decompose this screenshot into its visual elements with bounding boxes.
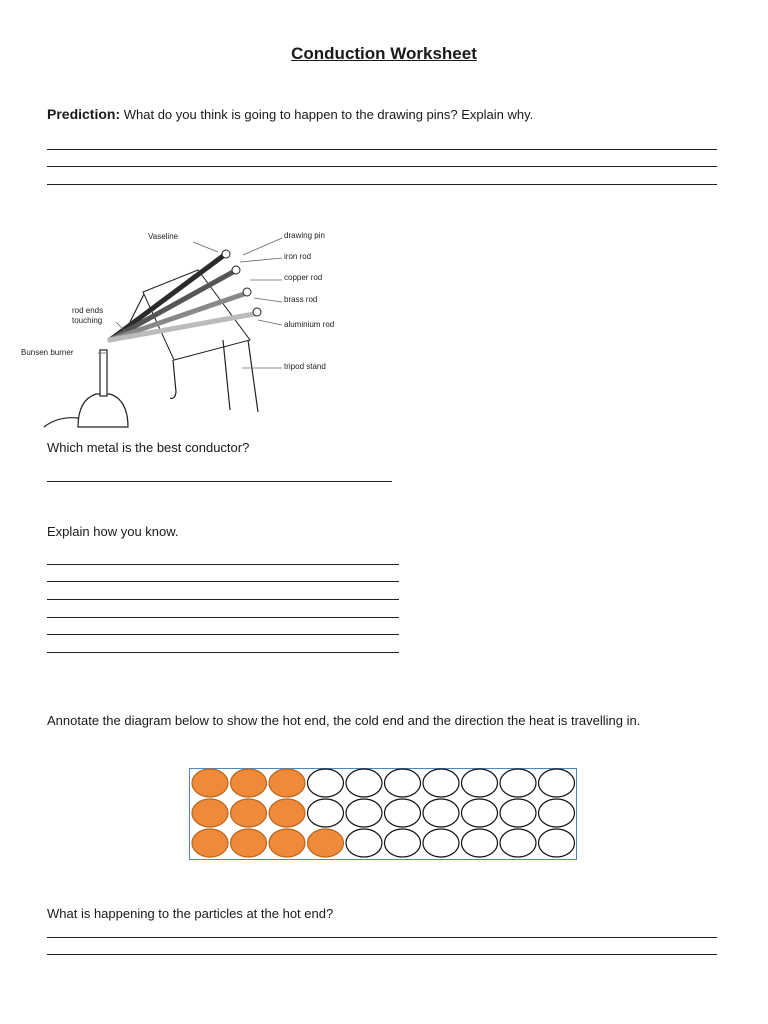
drawing-pin <box>232 266 240 274</box>
conduction-apparatus-diagram <box>18 222 368 432</box>
cold-particle <box>308 799 344 827</box>
drawing-pin <box>222 250 230 258</box>
prediction-text: What do you think is going to happen to the drawing pins? Explain why. <box>123 107 534 122</box>
page-title: Conduction Worksheet <box>291 44 477 63</box>
cold-particle <box>500 829 536 857</box>
answer-line[interactable] <box>47 481 392 482</box>
cold-particle <box>423 829 459 857</box>
prediction-label: Prediction: <box>47 106 121 122</box>
label-bunsen-burner: Bunsen burner <box>21 348 74 357</box>
hot-particle <box>231 769 267 797</box>
label-tripod-stand: tripod stand <box>284 362 326 371</box>
cold-particle <box>462 829 498 857</box>
cold-particle <box>423 799 459 827</box>
cold-particle <box>346 799 382 827</box>
answer-line[interactable] <box>47 581 399 582</box>
cold-particle <box>539 829 575 857</box>
answer-line[interactable] <box>47 149 717 150</box>
answer-line[interactable] <box>47 634 399 635</box>
label-aluminium-rod: aluminium rod <box>284 320 335 329</box>
cold-particle <box>500 769 536 797</box>
cold-particle <box>539 799 575 827</box>
question-annotate: Annotate the diagram below to show the hot end, the cold end and the direction the heat is travelling in. <box>47 713 641 728</box>
question-hot-end: What is happening to the particles at the hot end? <box>47 906 334 921</box>
particle-diagram[interactable] <box>189 768 577 860</box>
drawing-pin <box>243 288 251 296</box>
drawing-pin <box>253 308 261 316</box>
prediction-question <box>47 106 533 122</box>
cold-particle <box>462 769 498 797</box>
label-copper-rod: copper rod <box>284 273 323 282</box>
label-vaseline: Vaseline <box>148 232 179 241</box>
answer-line[interactable] <box>47 652 399 653</box>
cold-particle <box>385 799 421 827</box>
answer-line[interactable] <box>47 166 717 167</box>
answer-line[interactable] <box>47 954 717 955</box>
label-iron-rod: iron rod <box>284 252 312 261</box>
answer-line[interactable] <box>47 184 717 185</box>
cold-particle <box>346 829 382 857</box>
cold-particle <box>308 769 344 797</box>
cold-particle <box>462 799 498 827</box>
label-touching: touching <box>72 316 103 325</box>
answer-line[interactable] <box>47 937 717 938</box>
hot-particle <box>231 799 267 827</box>
hot-particle <box>192 799 228 827</box>
hot-particle <box>192 769 228 797</box>
cold-particle <box>500 799 536 827</box>
cold-particle <box>385 829 421 857</box>
label-brass-rod: brass rod <box>284 295 318 304</box>
cold-particle <box>346 769 382 797</box>
answer-line[interactable] <box>47 617 399 618</box>
hot-particle <box>308 829 344 857</box>
answer-line[interactable] <box>47 564 399 565</box>
hot-particle <box>231 829 267 857</box>
cold-particle <box>385 769 421 797</box>
hot-particle <box>269 829 305 857</box>
label-rod-ends: rod ends <box>72 306 104 315</box>
hot-particle <box>192 829 228 857</box>
particle-grid <box>189 768 577 860</box>
cold-particle <box>423 769 459 797</box>
cold-particle <box>539 769 575 797</box>
hot-particle <box>269 799 305 827</box>
label-drawing-pin: drawing pin <box>284 231 325 240</box>
question-best-conductor: Which metal is the best conductor? <box>47 440 250 455</box>
hot-particle <box>269 769 305 797</box>
answer-line[interactable] <box>47 599 399 600</box>
question-explain: Explain how you know. <box>47 524 179 539</box>
